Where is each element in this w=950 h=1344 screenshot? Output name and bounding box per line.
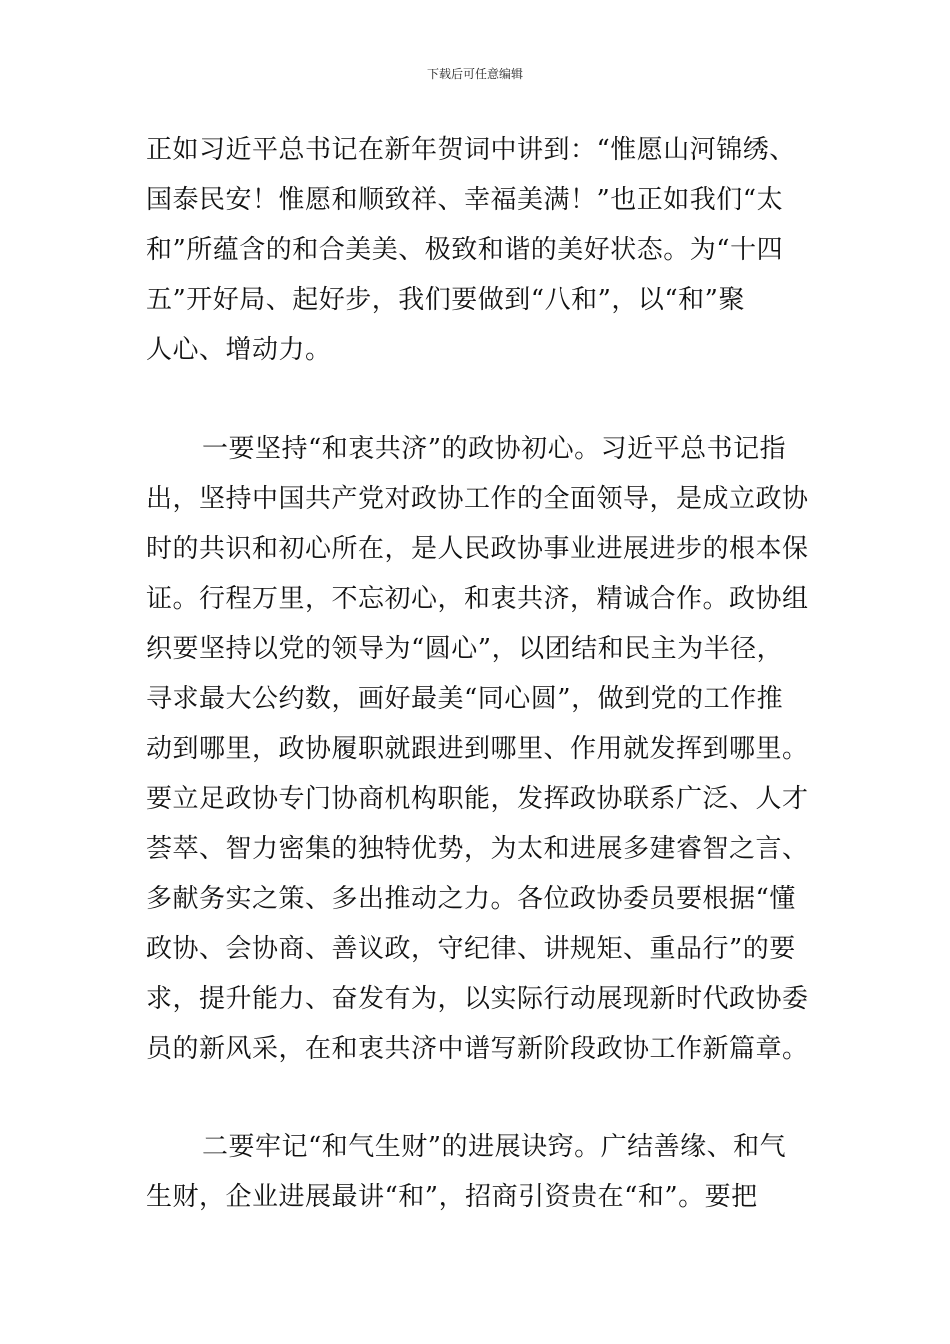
text-line: 人心、增动力。 — [146, 335, 332, 365]
text-line: 求，提升能力、奋发有为，以实际行动展现新时代政协委 — [146, 984, 809, 1014]
page-header: 下载后可任意编辑 — [426, 67, 523, 81]
text-line: 寻求最大公约数，画好最美“同心圆”，做到党的工作推 — [146, 684, 784, 714]
text-line: 时的共识和初心所在，是人民政协事业进展进步的根本保 — [146, 534, 809, 564]
text-line: 多献务实之策、多出推动之力。各位政协委员要根据“懂 — [146, 884, 796, 914]
paragraph-first-point — [146, 424, 809, 1074]
text-line: 政协、会协商、善议政，守纪律、讲规矩、重品行”的要 — [146, 934, 796, 964]
paragraph-second-point — [146, 1122, 806, 1222]
text-line: 荟萃、智力密集的独特优势，为太和进展多建睿智之言、 — [146, 834, 809, 864]
paragraph-intro — [146, 125, 806, 375]
text-line: 员的新风采，在和衷共济中谱写新阶段政协工作新篇章。 — [146, 1034, 809, 1064]
text-line: 出，坚持中国共产党对政协工作的全面领导，是成立政协 — [146, 484, 809, 514]
text-line: 织要坚持以党的领导为“圆心”，以团结和民主为半径， — [146, 634, 784, 664]
text-line: 生财，企业进展最讲“和”，招商引资贵在“和”。要把 — [146, 1182, 758, 1212]
text-line: 动到哪里，政协履职就跟进到哪里、作用就发挥到哪里。 — [146, 734, 809, 764]
text-line: 国泰民安！惟愿和顺致祥、幸福美满！”也正如我们“太 — [146, 185, 784, 215]
text-line: 证。行程万里，不忘初心，和衷共济，精诚合作。政协组 — [146, 584, 809, 614]
text-line: 一要坚持“和衷共济”的政协初心。习近平总书记指 — [202, 434, 787, 464]
text-line: 和”所蕴含的和合美美、极致和谐的美好状态。为“十四 — [146, 235, 784, 265]
text-line: 二要牢记“和气生财”的进展诀窍。广结善缘、和气 — [202, 1132, 787, 1162]
text-line: 正如习近平总书记在新年贺词中讲到：“惟愿山河锦绣、 — [146, 135, 796, 165]
text-line: 要立足政协专门协商机构职能，发挥政协联系广泛、人才 — [146, 784, 809, 814]
text-line: 五”开好局、起好步，我们要做到“八和”，以“和”聚 — [146, 285, 745, 315]
